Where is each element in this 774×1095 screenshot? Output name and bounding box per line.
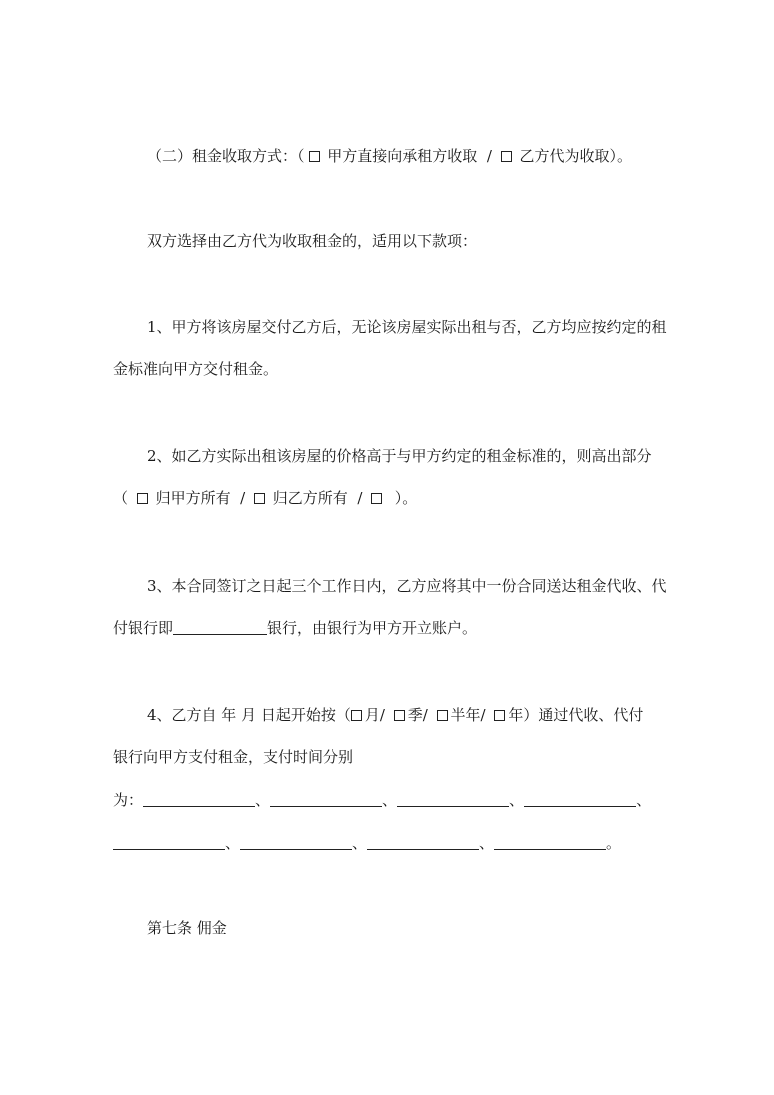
item4-line2: 银行向甲方支付租金，支付时间分别 [113,748,354,766]
checkbox-landlord-collect[interactable] [309,151,320,162]
payment-date-blank[interactable] [113,835,225,850]
bank-name-blank[interactable] [173,620,267,635]
payment-date-blank[interactable] [494,835,606,850]
item3-line2-prefix: 付银行即 [113,619,174,637]
checkbox-quarterly[interactable] [394,710,405,721]
option-separator: / [240,489,246,507]
checkbox-excess-other[interactable] [371,493,382,504]
item4-line4 [113,833,621,853]
collection-method-suffix: ）。 [609,147,633,165]
payment-date-blank[interactable] [367,835,479,850]
item3-line2 [113,618,477,638]
blank-separator: 、 [636,791,652,809]
item4-line1 [147,705,643,725]
checkbox-agent-collect[interactable] [501,151,512,162]
option-half-year: 半年/ [450,706,486,724]
blank-separator: 、 [479,834,495,852]
option-separator: / [486,147,492,165]
checkbox-excess-landlord[interactable] [137,493,148,504]
payment-date-blank[interactable] [270,792,382,807]
section-heading: 第七条 佣金 [147,919,227,937]
checkbox-monthly[interactable] [351,710,362,721]
item1-line2: 金标准向甲方交付租金。 [113,360,279,378]
checkbox-yearly[interactable] [494,710,505,721]
checkbox-half-year[interactable] [437,710,448,721]
blank-separator: 、 [255,791,271,809]
item2-line2 [113,488,417,508]
payment-date-blank[interactable] [240,835,352,850]
blank-separator: 、 [509,791,525,809]
item4-line3 [113,790,651,810]
blank-separator: 、 [225,834,241,852]
item1-line1: 1、甲方将该房屋交付乙方后，无论该房屋实际出租与否，乙方均应按约定的租 [147,318,667,336]
item4-start-text: 4、乙方自 年 月 日起开始按（ [147,706,351,724]
blank-terminator: 。 [606,834,622,852]
collection-method-paragraph [147,146,632,166]
payment-date-blank[interactable] [143,792,255,807]
blank-separator: 、 [352,834,368,852]
collection-method-prefix: （二）租金收取方式：（ [147,147,305,165]
option-landlord-collect: 甲方直接向承租方收取 [327,147,478,165]
option-monthly: 月/ [364,706,385,724]
option-separator: / [357,489,363,507]
choice-paragraph: 双方选择由乙方代为收取租金的，适用以下款项： [147,232,478,250]
option-agent-collect: 乙方代为收取 [519,147,610,165]
option-quarterly: 季/ [407,706,428,724]
option-yearly: 年） [508,706,539,724]
option-excess-agent: 归乙方所有 [272,489,348,507]
payment-date-blank[interactable] [524,792,636,807]
item2-close-paren: ）。 [394,489,418,507]
item4-line3-prefix: 为： [113,791,144,809]
item3-line2-suffix: 银行，由银行为甲方开立账户。 [267,619,478,637]
checkbox-excess-agent[interactable] [254,493,265,504]
item3-line1: 3、本合同签订之日起三个工作日内，乙方应将其中一份合同送达租金代收、代 [147,577,667,595]
item2-open-paren: （ [113,489,129,507]
item2-line1: 2、如乙方实际出租该房屋的价格高于与甲方约定的租金标准的，则高出部分 [147,447,652,465]
item4-channel-text: 通过代收、代付 [538,706,644,724]
option-excess-landlord: 归甲方所有 [155,489,231,507]
payment-date-blank[interactable] [397,792,509,807]
blank-separator: 、 [382,791,398,809]
